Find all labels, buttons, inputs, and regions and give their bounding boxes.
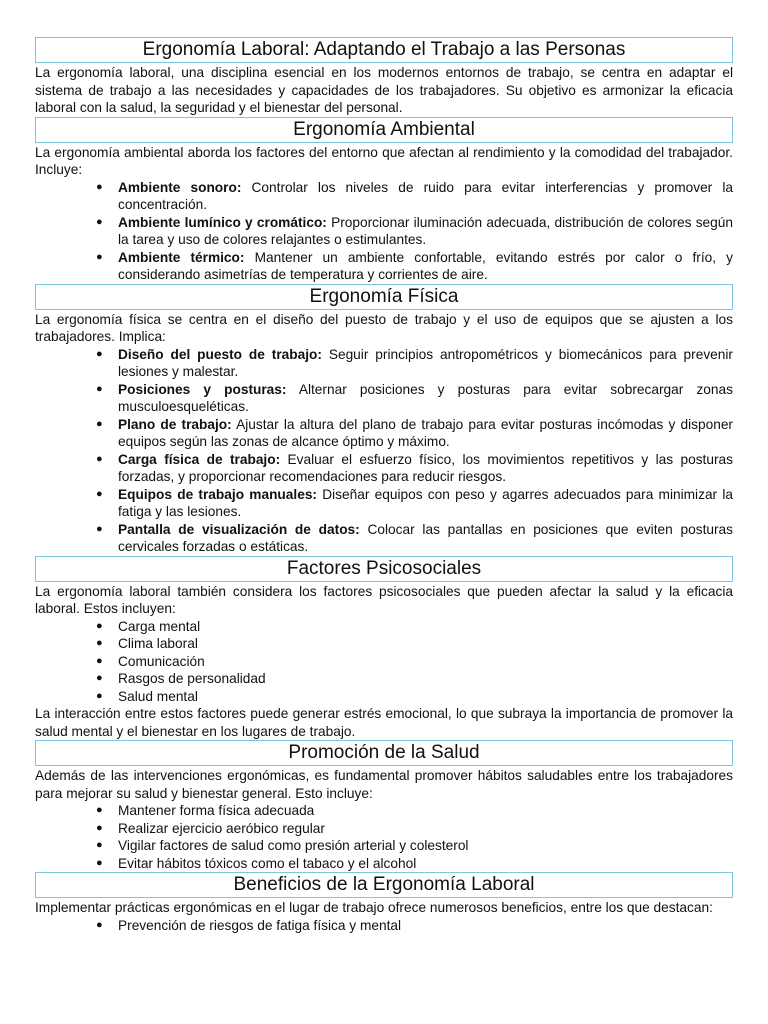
psicosociales-list [35, 618, 733, 706]
item-term: Ambiente lumínico y cromático: [118, 214, 327, 230]
list-item [96, 486, 733, 521]
bullet-icon: ● [96, 619, 103, 632]
list-item [96, 451, 733, 486]
bullet-icon: ● [96, 804, 103, 816]
item-text: Diseñar equipos con peso y agarres adecuados para minimizar la fatiga y las lesiones. [118, 486, 733, 519]
item-text: Rasgos de personalidad [118, 671, 266, 686]
item-term: Pantalla de visualización de datos: [118, 521, 360, 537]
item-text: Salud mental [118, 688, 198, 704]
item-text: Ajustar la altura del plano de trabajo para evitar posturas incómodas y disponer equipos según las zonas de alcance óptimo y máximo. [118, 416, 733, 449]
list-item [96, 416, 733, 451]
beneficios-list [35, 917, 733, 935]
bullet-icon: ● [96, 417, 103, 430]
list-item [96, 917, 733, 935]
list-item [96, 688, 733, 706]
list-item [96, 381, 733, 416]
salud-list [35, 802, 733, 872]
bullet-icon: ● [96, 487, 103, 500]
document-title: Ergonomía Laboral: Adaptando el Trabajo a las Personas [35, 37, 733, 63]
bullet-icon: ● [96, 672, 103, 684]
item-text: Alternar posiciones y posturas para evitar sobrecargar zonas musculoesqueléticas. [118, 381, 733, 414]
item-term: Ambiente sonoro: [118, 179, 242, 195]
list-item [96, 179, 734, 214]
item-text: Carga mental [118, 618, 201, 634]
salud-intro: Además de las intervenciones ergonómicas, es fundamental promover hábitos saludables entre los trabajadores para mejorar su salud y bienestar general. Esto incluye: [35, 768, 733, 801]
bullet-icon: ● [96, 856, 103, 869]
item-text: Controlar los niveles de ruido para evitar interferencias y promover la concentración. [118, 179, 734, 212]
bullet-icon: ● [96, 180, 103, 193]
bullet-icon: ● [96, 522, 103, 535]
list-item [96, 837, 733, 855]
item-text: Vigilar factores de salud como presión arterial y colesterol [118, 838, 469, 853]
item-text: Clima laboral [118, 636, 198, 651]
psicosociales-intro: La ergonomía laboral también considera los factores psicosociales que pueden afectar la salud y la eficacia laboral. Estos incluyen: [35, 583, 733, 616]
section-heading-ambiental: Ergonomía Ambiental [35, 117, 733, 143]
bullet-icon: ● [96, 918, 103, 931]
list-item [96, 635, 733, 653]
bullet-icon: ● [96, 452, 103, 465]
item-text: Seguir principios antropométricos y biomecánicos para prevenir lesiones y malestar. [118, 346, 733, 379]
ambiental-intro: La ergonomía ambiental aborda los factores del entorno que afectan al rendimiento y la comodidad del trabajador. Incluye: [35, 144, 733, 177]
item-text: Mantener un ambiente confortable, evitando estrés por calor o frío, y considerando asimetrías de temperatura y corrientes de aire. [118, 249, 733, 282]
bullet-icon: ● [96, 347, 103, 360]
list-item [96, 802, 733, 820]
fisica-list [35, 346, 733, 556]
section-heading-fisica: Ergonomía Física [35, 284, 733, 310]
item-text: Comunicación [118, 653, 205, 669]
item-text: Evitar hábitos tóxicos como el tabaco y el alcohol [118, 855, 417, 871]
section-heading-psicosociales: Factores Psicosociales [35, 556, 733, 582]
bullet-icon: ● [96, 839, 103, 851]
fisica-intro: La ergonomía física se centra en el diseño del puesto de trabajo y el uso de equipos que se ajusten a los trabajadores. Implica: [35, 311, 733, 344]
ambiental-list [35, 179, 733, 284]
bullet-icon: ● [96, 637, 103, 649]
list-item [96, 653, 733, 671]
list-item [96, 855, 733, 873]
item-term: Ambiente térmico: [118, 249, 245, 265]
item-text: Proporcionar iluminación adecuada, distribución de colores según la tarea y uso de colores relajantes o estimulantes. [118, 214, 734, 247]
list-item [96, 670, 733, 688]
section-heading-beneficios: Beneficios de la Ergonomía Laboral [35, 872, 733, 898]
item-text: Realizar ejercicio aeróbico regular [118, 820, 325, 836]
item-term: Equipos de trabajo manuales: [118, 486, 317, 502]
beneficios-intro: Implementar prácticas ergonómicas en el lugar de trabajo ofrece numerosos beneficios, entre los que destacan: [35, 900, 713, 915]
list-item [96, 820, 733, 838]
list-item [96, 249, 733, 284]
bullet-icon: ● [96, 654, 103, 667]
psicosociales-outro: La interacción entre estos factores puede generar estrés emocional, lo que subraya la importancia de promover la salud mental y el bienestar en los lugares de trabajo. [35, 706, 733, 739]
bullet-icon: ● [96, 215, 103, 228]
intro-paragraph: La ergonomía laboral, una disciplina esencial en los modernos entornos de trabajo, se centra en adaptar el sistema de trabajo a las necesidades y capacidades de los trabajadores. Su objetivo es armonizar la eficacia laboral con la salud, la seguridad y el bienestar del personal. [35, 65, 733, 115]
item-term: Posiciones y posturas: [118, 381, 287, 397]
bullet-icon: ● [96, 250, 103, 263]
item-term: Carga física de trabajo: [118, 451, 281, 467]
list-item [96, 521, 733, 556]
item-term: Diseño del puesto de trabajo: [118, 346, 322, 362]
item-term: Plano de trabajo: [118, 416, 232, 432]
list-item [96, 618, 733, 636]
item-text: Evaluar el esfuerzo físico, los movimientos repetitivos y las posturas forzadas, y proporcionar recomendaciones para reducir riesgos. [118, 451, 733, 484]
bullet-icon: ● [96, 689, 103, 702]
list-item [96, 346, 733, 381]
list-item [96, 214, 734, 249]
section-heading-salud: Promoción de la Salud [35, 740, 733, 766]
bullet-icon: ● [96, 382, 103, 395]
bullet-icon: ● [96, 821, 103, 834]
item-text: Colocar las pantallas en posiciones que eviten posturas cervicales forzadas o estáticas. [118, 521, 733, 554]
item-text: Mantener forma física adecuada [118, 803, 315, 818]
item-text: Prevención de riesgos de fatiga física y mental [118, 917, 402, 933]
